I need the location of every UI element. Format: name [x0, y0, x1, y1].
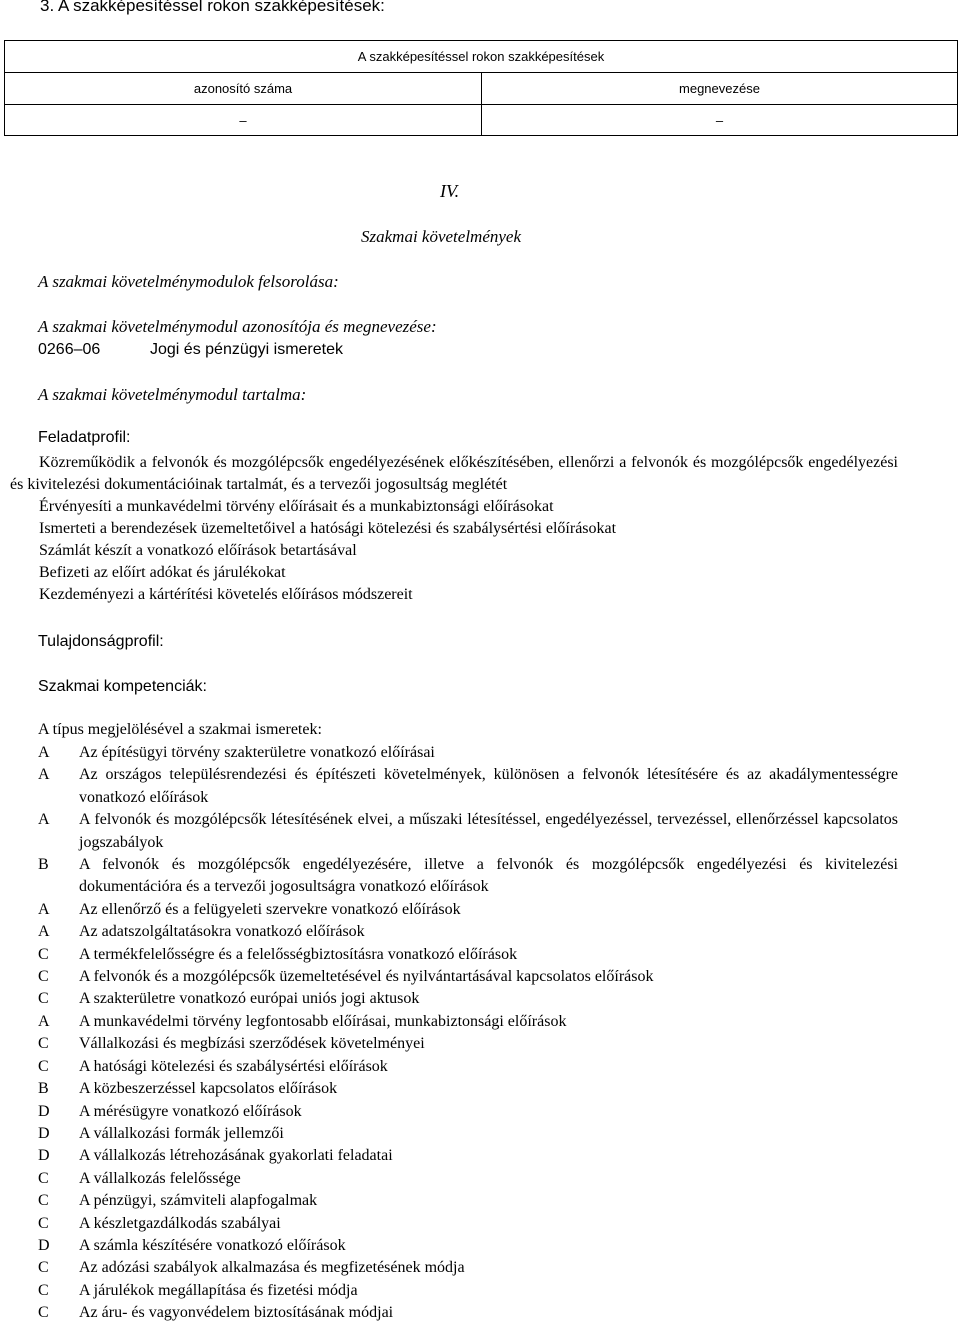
knowledge-item [38, 764, 898, 809]
knowledge-text: A munkavédelmi törvény legfontosabb előírásai, munkabiztonsági előírások [79, 1012, 567, 1030]
section-heading: 3. A szakképesítéssel rokon szakképesítések: [40, 0, 385, 15]
module-name: Jogi és pénzügyi ismeretek [150, 341, 343, 358]
knowledge-item [38, 1011, 898, 1033]
competences-label: Szakmai kompetenciák: [38, 678, 207, 695]
task-item: Közreműködik a felvonók és mozgólépcsők engedélyezésének előkészítésében, ellenőrzi a felvonók és mozgólépcsők engedélyezési és kivitelezési dokumentációinak tartalmát, és a tervezői jogosultság meglétét [10, 454, 898, 493]
knowledge-item [38, 1280, 898, 1302]
knowledge-text: A felvonók és a mozgólépcsők üzemeltetésével és nyilvántartásával kapcsolatos előírások [79, 968, 654, 986]
knowledge-item [38, 1145, 898, 1167]
knowledge-text: Az ellenőrző és a felügyeleti szervekre vonatkozó előírások [79, 900, 461, 918]
knowledge-type-code: D [38, 1124, 50, 1142]
knowledge-text: A vállalkozás létrehozásának gyakorlati feladatai [79, 1147, 393, 1165]
module-content-label: A szakmai követelménymodul tartalma: [38, 385, 307, 404]
table-cell-id: – [5, 105, 482, 136]
related-qualifications-table [4, 40, 958, 136]
knowledge-item [38, 1168, 898, 1190]
knowledge-type-code: D [38, 1102, 50, 1120]
knowledge-type-code: C [38, 1169, 49, 1187]
task-item: Kezdeményezi a kártérítési követelés előírásos módszereit [39, 586, 413, 603]
knowledge-type-code: A [38, 1012, 50, 1030]
knowledge-text: A számla készítésére vonatkozó előírások [79, 1236, 346, 1254]
knowledge-item [38, 988, 898, 1010]
knowledge-item [38, 1056, 898, 1078]
task-profile-label: Feladatprofil: [38, 429, 131, 446]
knowledge-item [38, 1257, 898, 1279]
knowledge-text: A vállalkozási formák jellemzői [79, 1124, 284, 1142]
knowledge-item [38, 1235, 898, 1257]
knowledge-type-code: A [38, 766, 50, 784]
knowledge-item [38, 966, 898, 988]
knowledge-type-code: C [38, 1057, 49, 1075]
knowledge-type-code: A [38, 923, 50, 941]
knowledge-text: A közbeszerzéssel kapcsolatos előírások [79, 1080, 338, 1098]
column-name-header: megnevezése [482, 73, 958, 105]
knowledge-type-code: A [38, 744, 50, 761]
knowledge-item [38, 944, 898, 966]
knowledge-type-code: D [38, 1236, 50, 1254]
knowledge-text: A készletgazdálkodás szabályai [79, 1214, 281, 1232]
knowledge-text: A termékfelelősségre és a felelősségbiztosításra vonatkozó előírások [79, 945, 518, 963]
knowledge-type-code: C [38, 1259, 49, 1277]
knowledge-type-code: B [38, 856, 49, 874]
knowledge-text: Az áru- és vagyonvédelem biztosításának módjai [79, 1304, 394, 1322]
knowledge-item [38, 809, 898, 854]
knowledge-text: A hatósági kötelezési és szabálysértési előírások [79, 1057, 388, 1075]
knowledge-item [38, 1101, 898, 1123]
knowledge-text: Az építésügyi törvény szakterületre vonatkozó előírásai [79, 744, 435, 761]
knowledge-type-code: C [38, 968, 49, 986]
knowledge-type-code: C [38, 1304, 49, 1322]
module-id-label: A szakmai követelménymodul azonosítója és megnevezése: [38, 317, 437, 336]
knowledge-item [38, 1078, 898, 1100]
knowledge-type-code: C [38, 1281, 49, 1299]
chapter-number: IV. [440, 181, 460, 201]
table-cell-name: – [482, 105, 958, 136]
knowledge-type-code: C [38, 1192, 49, 1210]
knowledge-item [38, 1033, 898, 1055]
knowledge-text: Az adatszolgáltatásokra vonatkozó előírások [79, 923, 365, 941]
knowledge-text: Az adózási szabályok alkalmazása és megfizetésének módja [79, 1259, 465, 1277]
task-item: Ismerteti a berendezések üzemeltetőivel a hatósági kötelezési és szabálysértési előírásokat [39, 520, 617, 537]
knowledge-item [38, 1123, 898, 1145]
knowledge-type-code: C [38, 990, 49, 1008]
knowledge-text: A pénzügyi, számviteli alapfogalmak [79, 1192, 318, 1210]
knowledge-text: A vállalkozás felelőssége [79, 1169, 241, 1187]
knowledge-type-code: C [38, 1035, 49, 1053]
property-profile-label: Tulajdonságprofil: [38, 633, 164, 650]
knowledge-type-code: C [38, 1214, 49, 1232]
knowledge-item [38, 854, 898, 899]
knowledge-text: Vállalkozási és megbízási szerződések követelményei [79, 1035, 425, 1053]
knowledge-text: Az országos településrendezési és építészeti követelmények, különösen a felvonók létesítésére és az akadálymentességre vonatkozó előírások [79, 766, 898, 806]
knowledge-item [38, 1302, 898, 1324]
knowledge-type-code: A [38, 900, 50, 918]
knowledge-text: A járulékok megállapítása és fizetési módja [79, 1281, 358, 1299]
chapter-title: Szakmai követelmények [361, 227, 521, 246]
task-item: Érvényesíti a munkavédelmi törvény előírásait és a munkabiztonsági előírásokat [39, 498, 554, 515]
knowledge-item [38, 1213, 898, 1235]
knowledge-list [38, 742, 898, 1325]
knowledge-item [38, 1190, 898, 1212]
knowledge-text: A felvonók és mozgólépcsők engedélyezésére, illetve a felvonók és mozgólépcsők engedélyezési és kivitelezési dokumentációra és a tervezői jogosultságra vonatkozó előírások [79, 856, 898, 896]
task-item: Számlát készít a vonatkozó előírások betartásával [39, 542, 357, 559]
knowledge-text: A felvonók és mozgólépcsők létesítésének elvei, a műszaki létesítéssel, engedélyezéssel, tervezéssel, ellenőrzéssel kapcsolatos jogszabályok [79, 811, 898, 851]
knowledge-text: A szakterületre vonatkozó európai uniós jogi aktusok [79, 990, 420, 1008]
column-id-header: azonosító száma [5, 73, 482, 105]
task-item: Befizeti az előírt adókat és járulékokat [39, 564, 286, 581]
knowledge-type-code: A [38, 811, 50, 829]
table-header: A szakképesítéssel rokon szakképesítések [5, 41, 958, 73]
knowledge-type-code: D [38, 1147, 50, 1165]
knowledge-text: A mérésügyre vonatkozó előírások [79, 1102, 302, 1120]
knowledge-type-code: C [38, 945, 49, 963]
module-id: 0266–06 [38, 341, 101, 358]
knowledge-item [38, 899, 898, 921]
knowledge-item [38, 921, 898, 943]
knowledge-type-code: B [38, 1080, 49, 1098]
task-profile-list [10, 452, 898, 606]
knowledge-item [38, 742, 898, 764]
knowledge-intro: A típus megjelölésével a szakmai ismeretek: [38, 721, 322, 738]
modules-list-label: A szakmai követelménymodulok felsorolása: [38, 272, 339, 291]
